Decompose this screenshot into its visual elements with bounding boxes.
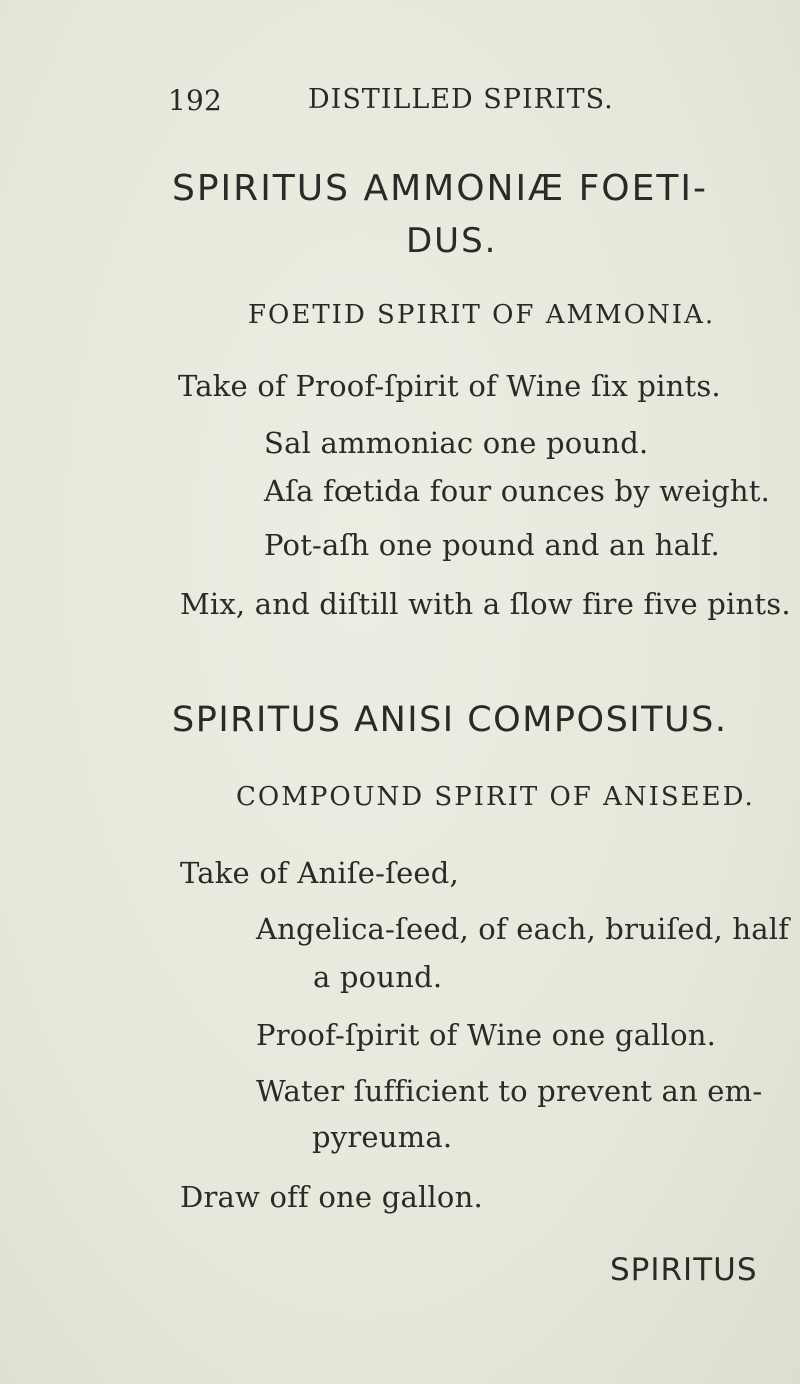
ingredient-line: Angelica-ſeed, of each, bruiſed, half: [256, 912, 790, 946]
ingredient-line: pyreuma.: [312, 1120, 453, 1154]
ingredient-line: Proof-ſpirit of Wine one gallon.: [256, 1018, 717, 1052]
running-title: DISTILLED SPIRITS.: [308, 84, 614, 115]
page-number: 192: [168, 84, 223, 117]
recipe-title-line1: SPIRITUS ANISI COMPOSITUS.: [172, 700, 728, 740]
ingredient-line: Pot-aſh one pound and an half.: [264, 528, 720, 562]
recipe-title-line2: DUS.: [406, 221, 498, 261]
recipe-subtitle: COMPOUND SPIRIT OF ANISEED.: [236, 782, 755, 812]
take-line: Take of Aniſe-ſeed,: [180, 856, 459, 890]
ingredient-line: a pound.: [313, 960, 443, 994]
ingredient-line: Water ſufficient to prevent an em-: [256, 1074, 763, 1108]
ingredient-line: Aſa fœtida four ounces by weight.: [264, 474, 771, 508]
catchword: SPIRITUS: [610, 1252, 758, 1288]
take-line: Take of Proof-ſpirit of Wine ſix pints.: [178, 369, 721, 403]
ingredient-line: Sal ammoniac one pound.: [264, 426, 649, 460]
recipe-subtitle: FOETID SPIRIT OF AMMONIA.: [248, 300, 716, 330]
directions-line: Mix, and diſtill with a ſlow fire five pints.: [180, 587, 791, 621]
directions-line: Draw off one gallon.: [180, 1180, 483, 1214]
recipe-title-line1: SPIRITUS AMMONIÆ FOETI-: [172, 168, 708, 209]
